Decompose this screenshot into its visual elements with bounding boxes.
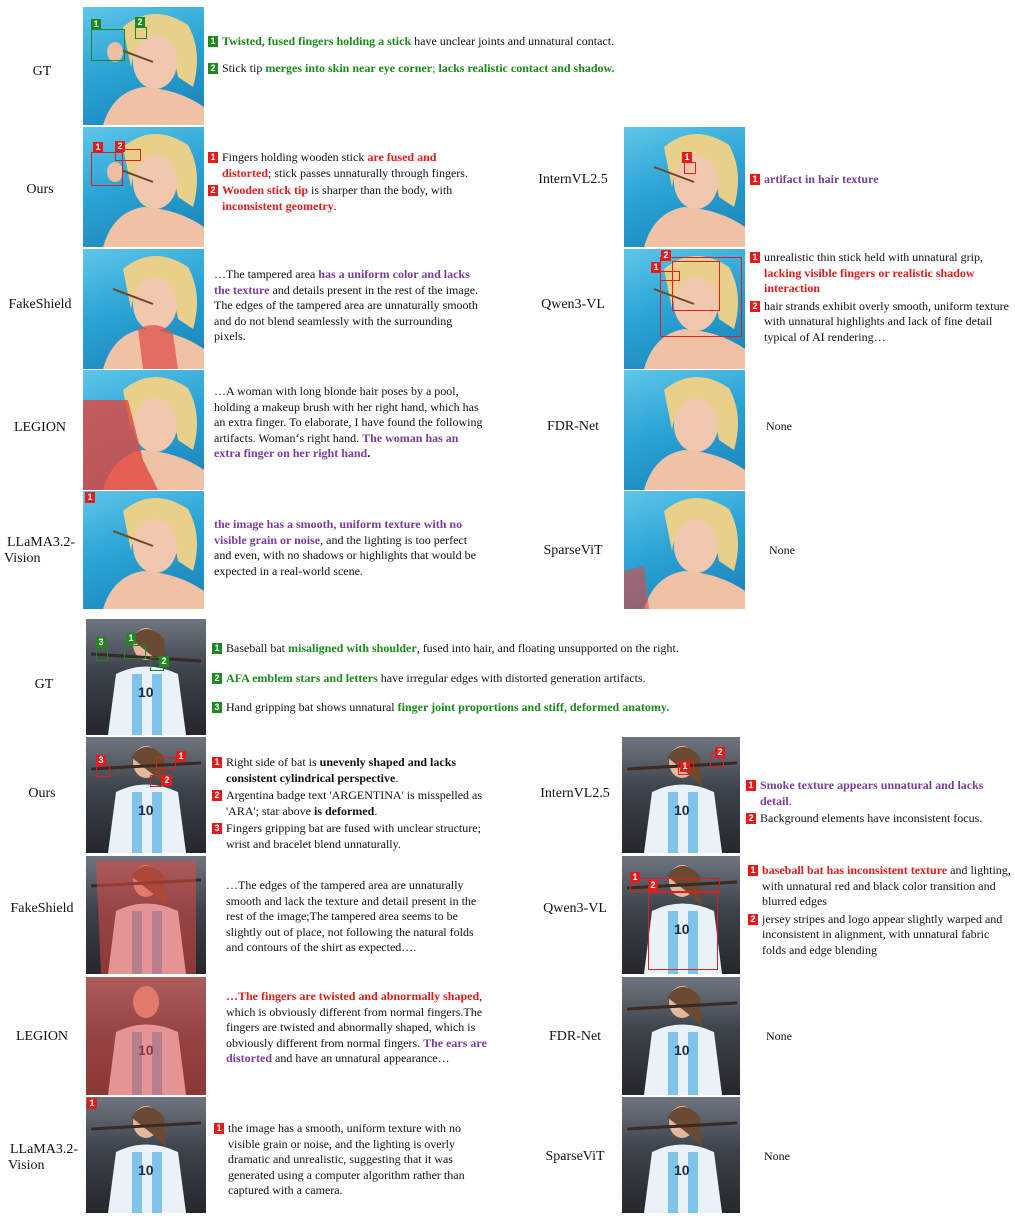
text: the image has a smooth, uniform texture with no visible grain or noise, and the lighting is overly dramatic and unrealistic, suggesting that it was generated using a computer algorithm rather than captured with a camera. [228, 1121, 465, 1198]
row-label-fakeshield-1: FakeShield [8, 297, 72, 312]
qwen-tag-2: 2 [661, 250, 671, 261]
badge-3: 3 [212, 823, 222, 834]
qwen2-box-2 [648, 892, 718, 970]
gt-tag-1: 1 [91, 19, 101, 30]
gt-box-2 [135, 27, 147, 39]
badge-1: 1 [750, 252, 760, 263]
text: , which is obviously different from normal fingers.The fingers are twisted and abnormally shaped, which is obviously different from normal fingers. [226, 989, 483, 1050]
row-label-gt-2: GT [34, 677, 54, 692]
highlight: Twisted, fused fingers holding a stick [222, 34, 412, 48]
text-internvl-2 [746, 778, 1012, 829]
image-llama-2 [86, 1097, 206, 1213]
highlight: Wooden stick tip [222, 183, 309, 198]
ours2-tag-3: 3 [96, 755, 106, 766]
ours2-tag-2: 2 [162, 775, 172, 786]
internvl2-tag-1: 1 [680, 761, 690, 772]
text: is sharper than the body, with [308, 183, 453, 198]
text: ; stick passes unnaturally through fingers. [268, 165, 468, 180]
row-label-fdrnet-1: FDR-Net [546, 419, 600, 434]
svg-text:10: 10 [674, 802, 690, 818]
image-sparsevit-1 [624, 491, 745, 609]
text: Fingers holding wooden stick [222, 150, 368, 164]
ours2-item-3 [212, 821, 492, 852]
llama-tag-1: 1 [85, 492, 95, 503]
image-sparsevit-2 [622, 1097, 740, 1213]
text: have irregular edges with distorted generation artifacts. [377, 670, 646, 685]
badge-1: 1 [212, 643, 222, 654]
text: …The tampered area [214, 267, 319, 281]
llama2-tag-1: 1 [87, 1098, 97, 1109]
highlight: is deformed [313, 803, 375, 818]
text-fdrnet-1: None [766, 419, 792, 433]
text: Hand gripping bat shows unnatural [226, 700, 398, 715]
text: and details present in the rest of the image. The edges of the tampered area are unnaturally smooth and do not blend seamlessly with the surrounding pixels. [214, 282, 479, 344]
text: and lighting, with unnatural red and black color transition and blurred edges [762, 863, 1011, 909]
text-internvl-1 [750, 172, 1000, 190]
highlight: AFA emblem stars and letters [226, 670, 378, 685]
highlight: lacking visible fingers or realistic shadow interaction [764, 265, 975, 296]
highlight: lacks realistic contact and shadow. [438, 60, 615, 75]
row-label-qwen-1: Qwen3-VL [541, 297, 605, 312]
text: . [374, 803, 378, 818]
text: hair strands exhibit overly smooth, uniform texture with unnatural highlights and lack of fine detail typical of AI rendering… [764, 298, 1009, 344]
badge-1: 1 [208, 152, 218, 163]
badge-1: 1 [212, 757, 222, 768]
image-fakeshield-1 [83, 249, 204, 369]
ours2-item-1 [212, 755, 492, 786]
highlight: baseball bat has inconsistent texture [762, 863, 948, 877]
highlight: The ears are distorted [226, 1035, 487, 1066]
row-label-internvl-2: InternVL2.5 [540, 786, 610, 801]
badge-2: 2 [212, 673, 222, 684]
text-gt-1 [208, 34, 748, 78]
image-internvl-2 [622, 737, 740, 853]
badge-2: 2 [208, 63, 218, 74]
text: . [788, 793, 792, 808]
row-label-gt-1: GT [32, 64, 52, 79]
text: . [333, 198, 337, 213]
gt-box-1 [91, 29, 125, 61]
gt2-tag-3: 3 [96, 637, 106, 648]
text: . [367, 446, 371, 461]
text: ; [432, 60, 439, 75]
qwen2-tag-1: 1 [630, 872, 640, 883]
text-legion-2 [226, 989, 498, 1067]
text-ours-2 [212, 755, 492, 855]
highlight: finger joint proportions and stiff, deformed anatomy. [397, 700, 670, 715]
image-ours-2 [86, 737, 206, 853]
ours2-box-2 [150, 775, 162, 787]
image-fdrnet-2 [622, 977, 740, 1095]
text: Argentina badge text 'ARGENTINA' is misspelled as 'ARA'; star above [226, 788, 483, 818]
text: Right side of bat is [226, 755, 320, 769]
row-label-legion-2: LEGION [15, 1029, 69, 1044]
text-qwen-1 [750, 250, 1010, 348]
gt-tag-2: 2 [135, 17, 145, 28]
badge-2: 2 [748, 914, 758, 925]
highlight: The woman has an extra finger on her right hand [214, 430, 459, 461]
text: …The edges of the tampered area are unnaturally smooth and lack the texture and detail present in the rest of the image;The tampered area seems to be slightly out of place, not following the natural folds and contours of the shirt as expected…. [226, 878, 477, 955]
qwen2-tag-2: 2 [648, 880, 658, 891]
svg-text:10: 10 [138, 684, 154, 700]
gt2-tag-1: 1 [126, 633, 136, 644]
highlight: unevenly shaped and lacks consistent cylindrical perspective [226, 755, 457, 785]
ours2-box-1 [156, 757, 176, 769]
text: …A woman with long blonde hair poses by a pool, holding a makeup brush with her right hand, which has an extra finger. To elaborate, I have found the following artifacts. Woman‘s right hand. [214, 384, 483, 445]
internvl2-item-1 [746, 778, 1012, 809]
text-ours-1 [208, 150, 488, 216]
badge-1: 1 [750, 174, 760, 185]
internvl2-tag-2: 2 [715, 747, 725, 758]
image-legion-2 [86, 977, 206, 1095]
row-label-internvl-1: InternVL2.5 [538, 172, 608, 187]
highlight: The fingers are twisted and abnormally shaped [238, 989, 480, 1003]
image-fakeshield-2 [86, 856, 206, 974]
row-label-llama-1a: LLaMA3.2- [6, 535, 76, 550]
internvl2-item-2 [746, 811, 1012, 827]
text-qwen-2 [748, 863, 1012, 961]
ours2-tag-1: 1 [176, 751, 186, 762]
text: , fused into hair, and floating unsupported on the right. [416, 641, 679, 655]
text: and have an unnatural appearance… [272, 1051, 450, 1066]
svg-text:10: 10 [138, 1162, 154, 1178]
qwen-box-3 [660, 271, 680, 281]
qwen-item-1 [750, 250, 1010, 297]
badge-2: 2 [746, 813, 756, 824]
internvl-tag-1: 1 [682, 152, 692, 163]
row-label-legion-1: LEGION [13, 420, 67, 435]
svg-text:10: 10 [674, 921, 690, 937]
row-label-llama-2b: Vision [8, 1158, 45, 1173]
badge-1: 1 [214, 1123, 224, 1134]
gt2-tag-2: 2 [159, 656, 169, 667]
image-llama-1 [83, 491, 204, 609]
gt2-box-3 [96, 647, 108, 661]
portrait-illustration [624, 491, 745, 609]
image-gt-2 [86, 619, 206, 735]
text: have unclear joints and unnatural contact. [411, 34, 615, 48]
text: Background elements have inconsistent focus. [760, 811, 983, 826]
badge-1: 1 [746, 780, 756, 791]
jersey-illustration [622, 1097, 740, 1213]
highlight: Smoke texture appears unnatural and lacks detail [760, 778, 984, 808]
image-gt-1 [83, 7, 204, 125]
badge-2: 2 [212, 790, 222, 801]
ours-tag-2: 2 [115, 141, 125, 152]
jersey-illustration [86, 977, 206, 1095]
highlight: inconsistent geometry [222, 198, 334, 213]
text-legion-1 [214, 384, 484, 462]
row-label-llama-2a: LLaMA3.2- [9, 1142, 79, 1157]
text: Stick tip [222, 60, 266, 75]
highlight: artifact in hair texture [764, 172, 879, 186]
highlight: the image has a smooth, uniform texture with no visible grain or noise [214, 517, 463, 547]
portrait-illustration [83, 370, 204, 490]
text: jersey stripes and logo appear slightly warped and inconsistent in alignment, with unnatural fabric folds and edge blending [762, 911, 1003, 957]
text: Fingers gripping bat are fused with unclear structure; wrist and bracelet blend unnaturally. [226, 821, 481, 851]
text: . [395, 770, 399, 785]
text-gt-2 [212, 641, 772, 718]
qwen-tag-1: 1 [651, 262, 661, 273]
row-label-fdrnet-2: FDR-Net [548, 1029, 602, 1044]
portrait-illustration [83, 249, 204, 369]
highlight: misaligned with shoulder [287, 641, 417, 655]
text: unrealistic thin stick held with unnatural grip, [764, 250, 983, 264]
row-label-fakeshield-2: FakeShield [10, 901, 74, 916]
text: Baseball bat [226, 641, 288, 655]
jersey-illustration [622, 977, 740, 1095]
qwen2-item-2 [748, 912, 1012, 959]
text-fdrnet-2: None [766, 1029, 792, 1043]
svg-text:10: 10 [674, 1162, 690, 1178]
badge-2: 2 [750, 301, 760, 312]
badge-1: 1 [208, 36, 218, 47]
ours-item-2 [208, 183, 488, 214]
gt2-item-3 [212, 700, 772, 716]
ours2-item-2 [212, 788, 492, 819]
gt-item-2 [208, 61, 748, 77]
portrait-illustration [624, 370, 745, 490]
portrait-illustration [624, 127, 745, 247]
text: … [226, 989, 238, 1003]
gt2-item-1 [212, 641, 772, 657]
row-label-llama-2 [2, 1142, 86, 1174]
highlight: merges into skin near eye corner [265, 60, 433, 75]
qwen-box-2 [672, 261, 720, 311]
row-label-ours-2: Ours [28, 786, 56, 801]
gt2-item-2 [212, 671, 772, 687]
image-ours-1 [83, 127, 204, 247]
text: , and the lighting is too perfect and even, with no shadows or highlights that would be expected in a real-world scene. [214, 532, 476, 578]
svg-text:10: 10 [674, 1042, 690, 1058]
qwen2-box-1 [630, 878, 720, 892]
image-qwen-1 [624, 249, 745, 369]
badge-3: 3 [212, 702, 222, 713]
row-label-qwen-2: Qwen3-VL [543, 901, 607, 916]
internvl-item-1 [750, 172, 1000, 188]
text-fakeshield-1 [214, 267, 484, 345]
svg-text:10: 10 [138, 802, 154, 818]
ours-tag-1: 1 [93, 142, 103, 153]
ours2-box-3 [96, 765, 110, 777]
row-label-llama-1b: Vision [4, 551, 41, 566]
text-llama-2 [214, 1121, 494, 1201]
badge-2: 2 [208, 185, 218, 196]
highlight: are fused and distorted [222, 150, 437, 180]
row-label-llama-1 [0, 535, 82, 567]
llama2-item-1 [214, 1121, 494, 1199]
row-label-sparsevit-1: SparseViT [543, 543, 603, 558]
gt2-box-1 [124, 645, 146, 659]
badge-1: 1 [748, 865, 758, 876]
gt-item-1 [208, 34, 748, 50]
qwen2-item-1 [748, 863, 1012, 910]
jersey-illustration [86, 856, 206, 974]
highlight: has a uniform color and lacks the texture [214, 267, 470, 297]
image-qwen-2 [622, 856, 740, 974]
row-label-sparsevit-2: SparseViT [545, 1149, 605, 1164]
internvl-box-1 [684, 162, 696, 174]
image-internvl-1 [624, 127, 745, 247]
jersey-illustration [86, 1097, 206, 1213]
text-sparsevit-2: None [764, 1149, 790, 1163]
image-fdrnet-1 [624, 370, 745, 490]
qwen-item-2 [750, 299, 1010, 346]
portrait-illustration [83, 491, 204, 609]
text-fakeshield-2 [226, 878, 488, 956]
text-sparsevit-1: None [769, 543, 795, 557]
row-label-ours-1: Ours [26, 182, 54, 197]
ours-item-1 [208, 150, 488, 181]
image-legion-1 [83, 370, 204, 490]
text-llama-1 [214, 517, 476, 579]
